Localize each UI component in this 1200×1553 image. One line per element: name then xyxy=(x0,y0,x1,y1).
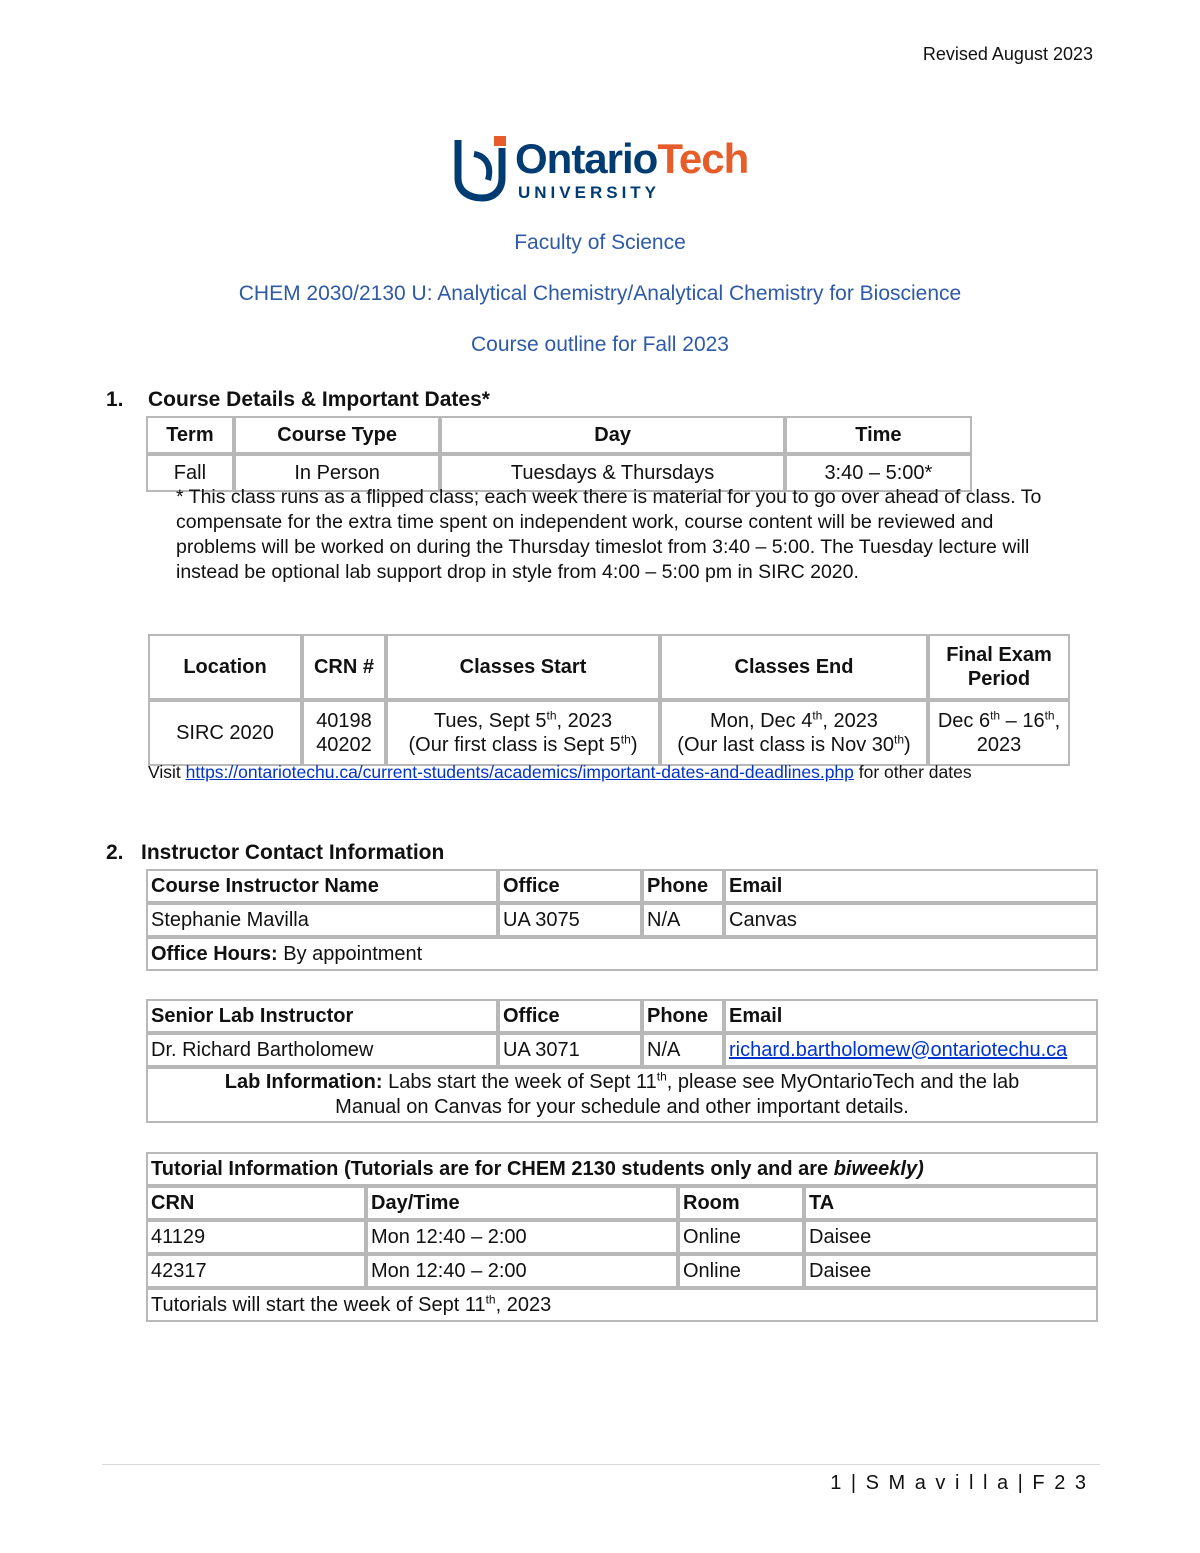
tutorial-crn: 41129 xyxy=(146,1220,366,1254)
classes-start-value: Tues, Sept 5th, 2023 (Our first class is Sept 5th) xyxy=(386,700,660,766)
lab-email-link[interactable]: richard.bartholomew@ontariotechu.ca xyxy=(729,1038,1068,1061)
location-value: SIRC 2020 xyxy=(148,700,302,766)
tutorial-room: Online xyxy=(678,1254,804,1288)
day-value: Tuesdays & Thursdays xyxy=(440,454,784,492)
tutorial-ta: Daisee xyxy=(804,1254,1098,1288)
tutorial-daytime: Mon 12:40 – 2:00 xyxy=(366,1254,678,1288)
header-classes-end: Classes End xyxy=(660,634,928,700)
outline-title: Course outline for Fall 2023 xyxy=(471,333,729,356)
header-lab-office: Office xyxy=(498,999,642,1033)
tutorial-crn: 42317 xyxy=(146,1254,366,1288)
term-value: Fall xyxy=(146,454,234,492)
final-exam-value: Dec 6th – 16th, 2023 xyxy=(928,700,1070,766)
header-email: Email xyxy=(724,869,1098,903)
header-tutorial-ta: TA xyxy=(804,1186,1098,1220)
header-phone: Phone xyxy=(642,869,724,903)
instructor-table xyxy=(146,869,1098,971)
header-instructor-name: Course Instructor Name xyxy=(146,869,498,903)
visit-note: Visit https://ontariotechu.ca/current-students/academics/important-dates-and-deadlines.php for other dates xyxy=(148,762,972,782)
revised-date: Revised August 2023 xyxy=(922,44,1093,64)
tutorial-start-note: Tutorials will start the week of Sept 11th, 2023 xyxy=(146,1288,1098,1322)
flipped-class-note: * This class runs as a flipped class; each week there is material for you to go over ahead of class. To compensate for the extra time spent on independent work, course content will be reviewed and problems will be worked on during the Thursday timeslot from 3:40 – 5:00. The Tuesday lecture will instead be optional lab support drop in style from 4:00 – 5:00 pm in SIRC 2020. xyxy=(176,486,1042,583)
ontario-tech-logo-icon xyxy=(452,134,512,202)
tutorial-room: Online xyxy=(678,1220,804,1254)
lab-instructor-office: UA 3071 xyxy=(498,1033,642,1067)
instructor-name: Stephanie Mavilla xyxy=(146,903,498,937)
instructor-office: UA 3075 xyxy=(498,903,642,937)
header-day: Day xyxy=(440,416,784,454)
instructor-email: Canvas xyxy=(724,903,1098,937)
classes-end-value: Mon, Dec 4th, 2023 (Our last class is Nov 30th) xyxy=(660,700,928,766)
footer-divider xyxy=(102,1464,1100,1465)
tutorial-table xyxy=(146,1152,1098,1322)
faculty-title: Faculty of Science xyxy=(514,231,686,254)
header-time: Time xyxy=(785,416,972,454)
tutorial-daytime: Mon 12:40 – 2:00 xyxy=(366,1220,678,1254)
lab-instructor-phone: N/A xyxy=(642,1033,724,1067)
header-tutorial-crn: CRN xyxy=(146,1186,366,1220)
crn-values: 40198 40202 xyxy=(302,700,386,766)
header-crn: CRN # xyxy=(302,634,386,700)
page-footer: 1 | S M a v i l l a | F 2 3 xyxy=(830,1472,1088,1494)
office-hours: Office Hours: By appointment xyxy=(146,937,1098,971)
tutorial-title: Tutorial Information (Tutorials are for CHEM 2130 students only and are biweekly) xyxy=(146,1152,1098,1186)
header-lab-instructor: Senior Lab Instructor xyxy=(146,999,498,1033)
header-classes-start: Classes Start xyxy=(386,634,660,700)
header-location: Location xyxy=(148,634,302,700)
lab-instructor-table xyxy=(146,999,1098,1123)
header-lab-phone: Phone xyxy=(642,999,724,1033)
tutorial-ta: Daisee xyxy=(804,1220,1098,1254)
important-dates-link[interactable]: https://ontariotechu.ca/current-students/academics/important-dates-and-deadlines.php xyxy=(185,762,854,782)
header-final-exam: Final Exam Period xyxy=(928,634,1070,700)
instructor-phone: N/A xyxy=(642,903,724,937)
logo-wordmark: OntarioTech xyxy=(515,135,749,182)
course-dates-table xyxy=(148,634,1070,766)
section-1-heading: 1. Course Details & Important Dates* xyxy=(106,388,490,411)
header-term: Term xyxy=(146,416,234,454)
header-tutorial-room: Room xyxy=(678,1186,804,1220)
header-course-type: Course Type xyxy=(234,416,441,454)
lab-information: Lab Information: Labs start the week of Sept 11th, please see MyOntarioTech and the lab Manual on Canvas for your schedule and other important details. xyxy=(146,1067,1098,1123)
course-type-value: In Person xyxy=(234,454,441,492)
course-details-table xyxy=(146,416,972,492)
header-lab-email: Email xyxy=(724,999,1098,1033)
header-tutorial-daytime: Day/Time xyxy=(366,1186,678,1220)
lab-instructor-email xyxy=(724,1033,1098,1067)
logo-university: UNIVERSITY xyxy=(518,183,661,202)
section-2-heading: 2. Instructor Contact Information xyxy=(106,841,445,864)
header-office: Office xyxy=(498,869,642,903)
lab-instructor-name: Dr. Richard Bartholomew xyxy=(146,1033,498,1067)
course-title: CHEM 2030/2130 U: Analytical Chemistry/Analytical Chemistry for Bioscience xyxy=(238,282,962,305)
time-value: 3:40 – 5:00* xyxy=(785,454,972,492)
